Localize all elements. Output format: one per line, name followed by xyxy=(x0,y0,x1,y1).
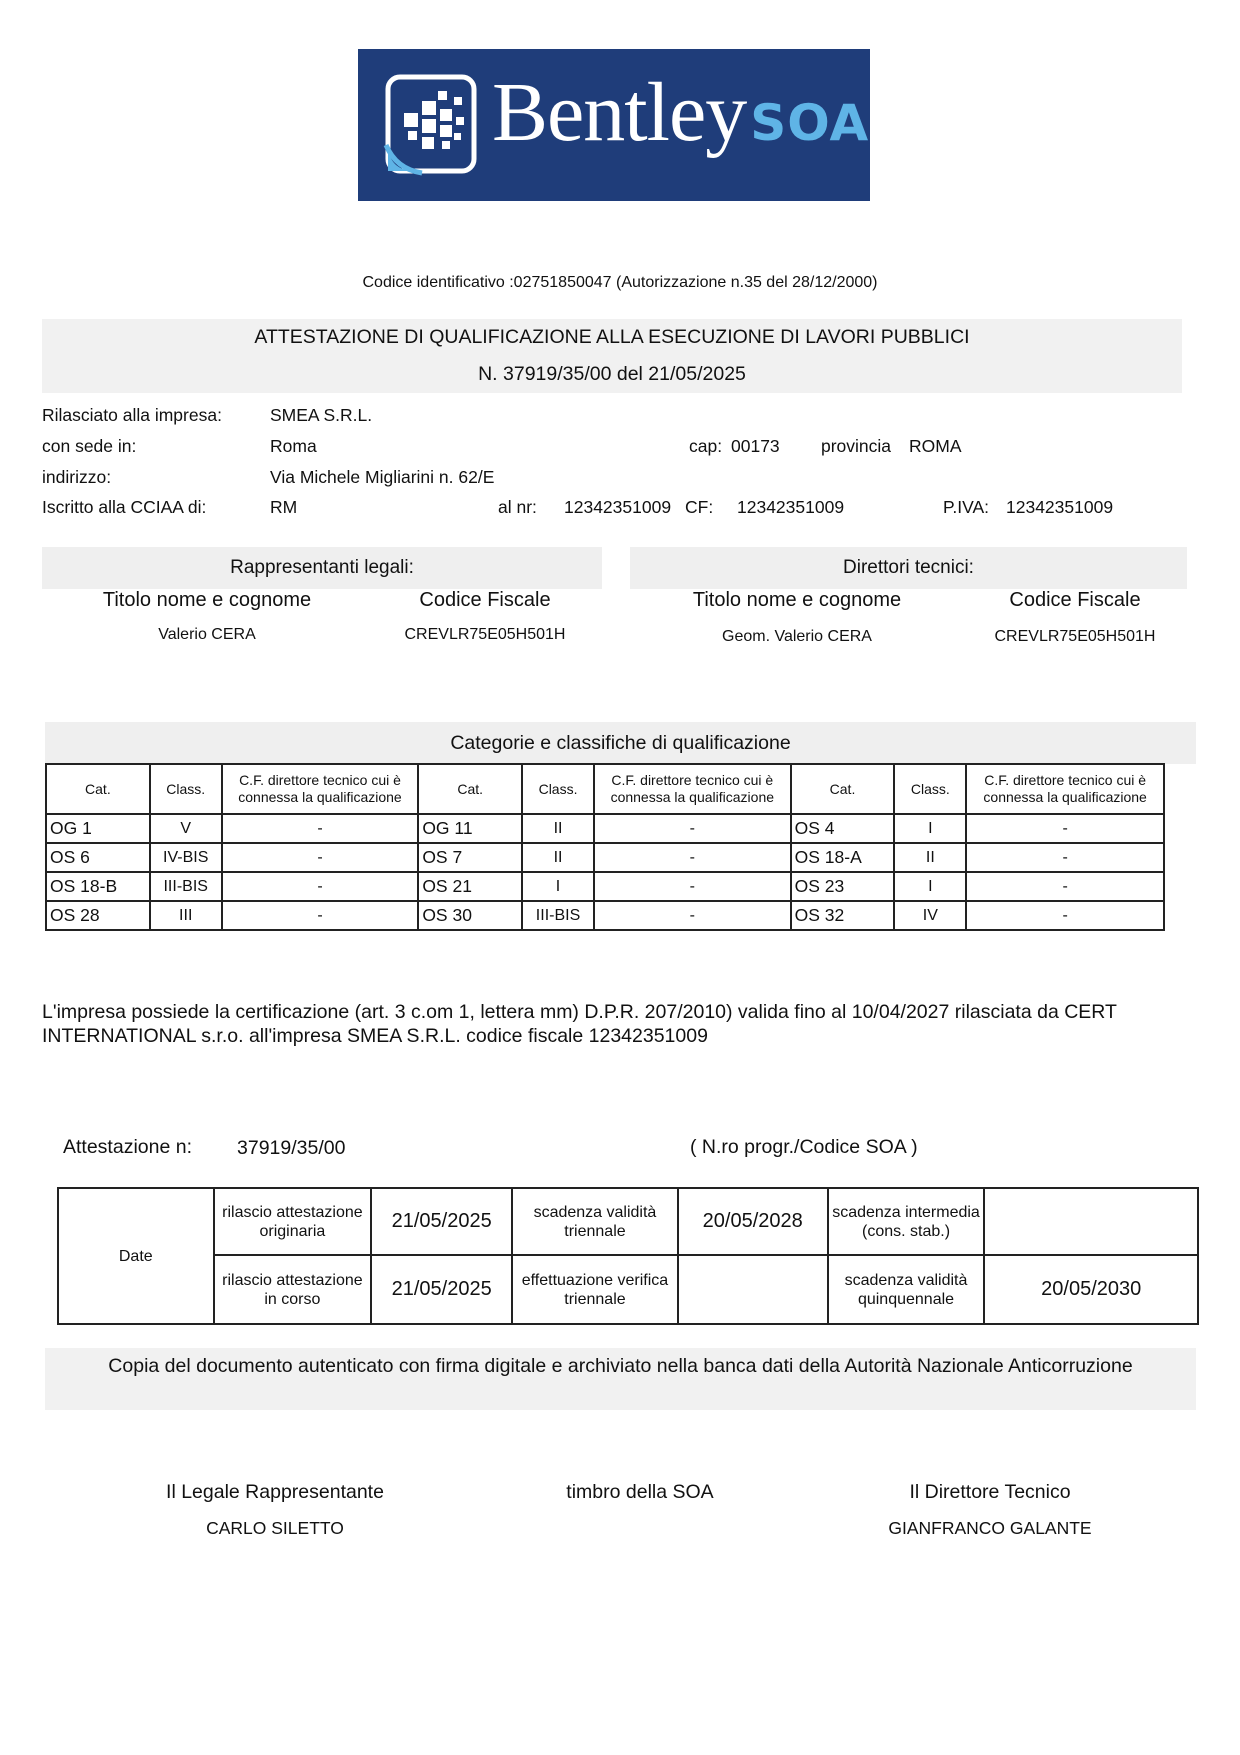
cat-cell: OS 4 xyxy=(791,814,895,843)
table-row xyxy=(46,814,1164,843)
class-cell: I xyxy=(522,872,594,901)
cf-cell: - xyxy=(966,814,1164,843)
cat-cell: OS 18-A xyxy=(791,843,895,872)
cf-cell: - xyxy=(594,901,791,930)
codice-identificativo: Codice identificativo :02751850047 (Autorizzazione n.35 del 28/12/2000) xyxy=(362,274,878,291)
date-row-2 xyxy=(58,1255,1198,1324)
class-cell: II xyxy=(522,843,594,872)
legali-name: Valerio CERA xyxy=(158,626,256,643)
tecnici-name: Geom. Valerio CERA xyxy=(722,628,872,645)
tecnici-cf: CREVLR75E05H501H xyxy=(994,628,1156,645)
header-class: Class. xyxy=(894,764,966,814)
verifica-triennale-label: effettuazione verifica triennale xyxy=(512,1255,678,1324)
date-table xyxy=(57,1187,1199,1325)
cat-cell: OS 21 xyxy=(418,872,522,901)
cf-label: CF: xyxy=(685,497,714,517)
nr-value: 12342351009 xyxy=(564,497,672,517)
certificazione-text: L'impresa possiede la certificazione (art. 3 c.om 1, lettera mm) D.P.R. 207/2010) valida fino al 10/04/2027 rilasciata da CERT INTERNATIONAL s.r.o. all'impresa SMEA S.R.L. codice fiscale 12342351009 xyxy=(42,1001,1117,1047)
document-title-box xyxy=(42,319,1182,393)
attestazione-note: ( N.ro progr./Codice SOA ) xyxy=(690,1136,918,1158)
scadenza-quinquennale-value: 20/05/2030 xyxy=(984,1255,1198,1324)
header-cf: C.F. direttore tecnico cui è connessa la qualificazione xyxy=(966,764,1164,814)
cf-cell: - xyxy=(966,872,1164,901)
provincia-value: ROMA xyxy=(909,436,962,456)
table-row xyxy=(46,872,1164,901)
scadenza-triennale-label: scadenza validità triennale xyxy=(512,1188,678,1255)
cat-cell: OG 11 xyxy=(418,814,522,843)
class-cell: V xyxy=(150,814,222,843)
scadenza-intermedia-label: scadenza intermedia (cons. stab.) xyxy=(828,1188,985,1255)
date-label: Date xyxy=(58,1188,214,1324)
copia-notice: Copia del documento autenticato con firma digitale e archiviato nella banca dati della Autorità Nazionale Anticorruzione xyxy=(45,1348,1196,1410)
class-cell: I xyxy=(894,872,966,901)
header-class: Class. xyxy=(522,764,594,814)
provincia-label: provincia xyxy=(821,436,892,456)
attestazione-label: Attestazione n: xyxy=(63,1136,192,1158)
categorie-heading: Categorie e classifiche di qualificazione xyxy=(45,722,1196,764)
legali-col-cf: Codice Fiscale xyxy=(419,589,551,611)
class-cell: II xyxy=(894,843,966,872)
cciaa-label: Iscritto alla CCIAA di: xyxy=(42,497,207,517)
cf-cell: - xyxy=(222,814,419,843)
header-cat: Cat. xyxy=(791,764,895,814)
cat-cell: OS 6 xyxy=(46,843,150,872)
cat-cell: OS 30 xyxy=(418,901,522,930)
legali-col-name: Titolo nome e cognome xyxy=(102,589,312,611)
attestazione-value: 37919/35/00 xyxy=(237,1137,346,1159)
class-cell: III-BIS xyxy=(150,872,222,901)
cat-cell: OS 28 xyxy=(46,901,150,930)
rilascio-corso-label: rilascio attestazione in corso xyxy=(214,1255,372,1324)
table-row xyxy=(46,901,1164,930)
class-cell: III xyxy=(150,901,222,930)
scadenza-triennale-value: 20/05/2028 xyxy=(678,1188,828,1255)
cat-cell: OS 18-B xyxy=(46,872,150,901)
verifica-triennale-value xyxy=(678,1255,828,1324)
sede-label: con sede in: xyxy=(42,436,137,456)
cf-cell: - xyxy=(966,901,1164,930)
class-cell: III-BIS xyxy=(522,901,594,930)
sede-value: Roma xyxy=(270,436,317,456)
direttore-tecnico-name: GIANFRANCO GALANTE xyxy=(888,1518,1092,1538)
cf-cell: - xyxy=(594,814,791,843)
cat-cell: OS 23 xyxy=(791,872,895,901)
header-class: Class. xyxy=(150,764,222,814)
class-cell: I xyxy=(894,814,966,843)
rilascio-originaria-value: 21/05/2025 xyxy=(371,1188,512,1255)
legali-cf: CREVLR75E05H501H xyxy=(404,626,566,643)
piva-value: 12342351009 xyxy=(1006,497,1114,517)
class-cell: IV xyxy=(894,901,966,930)
nr-label: al nr: xyxy=(498,497,537,517)
header-cat: Cat. xyxy=(46,764,150,814)
piva-label: P.IVA: xyxy=(943,497,990,517)
cf-cell: - xyxy=(594,872,791,901)
header-cat: Cat. xyxy=(418,764,522,814)
timbro-soa-label: timbro della SOA xyxy=(566,1481,714,1503)
rilasciato-label: Rilasciato alla impresa: xyxy=(42,405,222,425)
scadenza-quinquennale-label: scadenza validità quinquennale xyxy=(828,1255,985,1324)
direttore-tecnico-label: Il Direttore Tecnico xyxy=(909,1481,1071,1503)
tecnici-col-name: Titolo nome e cognome xyxy=(692,589,902,611)
scadenza-intermedia-value xyxy=(984,1188,1198,1255)
legale-rappresentante-label: Il Legale Rappresentante xyxy=(166,1481,384,1503)
rilascio-originaria-label: rilascio attestazione originaria xyxy=(214,1188,372,1255)
cat-cell: OS 32 xyxy=(791,901,895,930)
cap-value: 00173 xyxy=(731,436,780,456)
cciaa-value: RM xyxy=(270,497,298,517)
class-cell: IV-BIS xyxy=(150,843,222,872)
logo-wordmark: BentleySOA xyxy=(492,66,870,159)
document-title: ATTESTAZIONE DI QUALIFICAZIONE ALLA ESECUZIONE DI LAVORI PUBBLICI xyxy=(254,326,970,348)
cat-cell: OS 7 xyxy=(418,843,522,872)
cf-value: 12342351009 xyxy=(737,497,845,517)
cf-cell: - xyxy=(222,872,419,901)
bentley-soa-logo xyxy=(358,49,870,201)
indirizzo-value: Via Michele Migliarini n. 62/E xyxy=(270,467,495,487)
rilascio-corso-value: 21/05/2025 xyxy=(371,1255,512,1324)
cat-cell: OG 1 xyxy=(46,814,150,843)
table-row xyxy=(46,843,1164,872)
categorie-table xyxy=(45,763,1165,931)
header-cf: C.F. direttore tecnico cui è connessa la qualificazione xyxy=(222,764,419,814)
tecnici-heading: Direttori tecnici: xyxy=(630,547,1187,589)
date-row-1 xyxy=(58,1188,1198,1255)
indirizzo-label: indirizzo: xyxy=(42,467,112,487)
cf-cell: - xyxy=(966,843,1164,872)
cf-cell: - xyxy=(594,843,791,872)
cf-cell: - xyxy=(222,901,419,930)
header-cf: C.F. direttore tecnico cui è connessa la qualificazione xyxy=(594,764,791,814)
class-cell: II xyxy=(522,814,594,843)
legali-heading: Rappresentanti legali: xyxy=(42,547,602,589)
table-header-row xyxy=(46,764,1164,814)
cf-cell: - xyxy=(222,843,419,872)
document-number: N. 37919/35/00 del 21/05/2025 xyxy=(478,363,746,385)
cap-label: cap: xyxy=(689,436,723,456)
legale-rappresentante-name: CARLO SILETTO xyxy=(206,1518,344,1538)
tecnici-col-cf: Codice Fiscale xyxy=(1009,589,1141,611)
document-grid-icon xyxy=(382,73,482,177)
rilasciato-value: SMEA S.R.L. xyxy=(270,405,373,425)
